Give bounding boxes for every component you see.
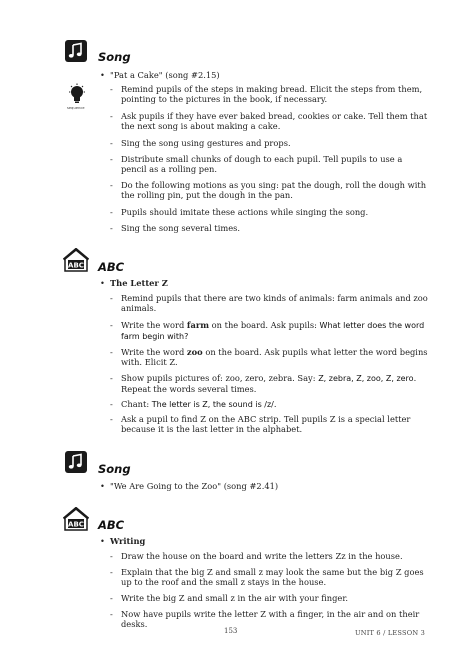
item-text: on the board. Ask pupils:: [209, 320, 320, 330]
list-item: - Pupils should imitate these actions while singing the song.: [110, 207, 369, 217]
bullet-dot: •: [100, 481, 105, 491]
section-title-abc: ABC: [98, 260, 125, 274]
item-text: .: [273, 399, 277, 409]
abc-bullet: [100, 278, 168, 289]
lightbulb-icon: [66, 83, 88, 105]
item-text: Ask a pupil to find Z on the ABC strip. Tell pupils Z is a special letter because it is the last letter in the alphabet.: [121, 414, 411, 435]
page-number: 153: [224, 627, 238, 635]
item-text: Show pupils pictures of: zoo, zero, zebra. Say:: [121, 373, 319, 383]
song-bullet: [100, 481, 279, 492]
item-text-hand: What letter does the word farm begin with?: [121, 321, 425, 342]
list-item: - Sing the song several times.: [110, 223, 241, 233]
item-text: Do the following motions as you sing: pat the dough, roll the dough with the rolling pin, put the dough in the pan.: [121, 180, 427, 201]
item-text: Write the big Z and small z in the air with your finger.: [121, 593, 349, 603]
section-title-abc: ABC: [98, 518, 125, 532]
list-item: - Write the word zoo on the board. Ask pupils what letter the word begins with. Elicit Z.: [110, 347, 428, 368]
item-text-hand: Z, zebra, Z, zoo, Z, zero: [318, 374, 414, 383]
svg-text:ABC: ABC: [68, 520, 84, 529]
item-text: Write the word: [121, 320, 187, 330]
item-text-hand: The letter is Z, the sound is /z/: [151, 400, 274, 409]
item-text: Remind pupils of the steps in making bread. Elicit the steps from them, pointing to the pictures in the book, if necessary.: [121, 84, 423, 105]
list-item: - Do the following motions as you sing: pat the dough, roll the dough with the rolling pin, put the dough in the pan.: [110, 180, 427, 201]
item-text: Now have pupils write the letter Z with a finger, in the air and on their desks.: [121, 609, 420, 630]
item-text: Chant:: [121, 399, 152, 409]
list-item: - Remind pupils that there are two kinds of animals: farm animals and zoo animals.: [110, 293, 428, 314]
topic-letter-z: The Letter Z: [110, 278, 168, 288]
sequence-caption: sequence: [67, 106, 85, 110]
abc-house-icon: [63, 507, 89, 531]
item-text: Sing the song using gestures and props.: [121, 138, 291, 148]
bullet-dot: •: [100, 536, 105, 546]
list-item: - Explain that the big Z and small z may look the same but the big Z goes up to the roof and the small z stays in the house.: [110, 567, 424, 588]
item-text-bold: zoo: [186, 347, 203, 357]
music-note-icon: [65, 451, 87, 473]
list-item: - Ask pupils if they have ever baked bread, cookies or cake. Tell them that the next song is about making a cake.: [110, 111, 428, 132]
item-text: Pupils should imitate these actions while singing the song.: [121, 207, 369, 217]
bullet-dot: •: [100, 278, 105, 288]
topic-writing: Writing: [110, 536, 146, 546]
section-title-song: Song: [98, 50, 131, 64]
unit-lesson-label: UNIT 6 / LESSON 3: [355, 629, 426, 637]
section-title-song: Song: [98, 462, 131, 476]
svg-text:ABC: ABC: [68, 261, 84, 270]
list-item: - Write the word farm on the board. Ask pupils: What letter does the word farm begin with?: [110, 320, 425, 342]
list-item: - Ask a pupil to find Z on the ABC strip. Tell pupils Z is a special letter because it is the last letter in the alphabet.: [110, 414, 411, 435]
list-item: - Now have pupils write the letter Z with a finger, in the air and on their desks.: [110, 609, 420, 630]
item-text: on the board. Ask pupils what letter the word begins with. Elicit Z.: [121, 347, 428, 368]
list-item: - Write the big Z and small z in the air with your finger.: [110, 593, 349, 603]
song-name: "Pat a Cake" (song #2.15): [110, 70, 220, 80]
item-text: Explain that the big Z and small z may look the same but the big Z goes up to the roof and the small z stays in the house.: [121, 567, 424, 588]
list-item: - Show pupils pictures of: zoo, zero, zebra. Say: Z, zebra, Z, zoo, Z, zero. Repeat the words several times.: [110, 373, 417, 395]
list-item: - Remind pupils of the steps in making bread. Elicit the steps from them, pointing to the pictures in the book, if necessary.: [110, 84, 423, 105]
item-text: Distribute small chunks of dough to each pupil. Tell pupils to use a pencil as a rolling pen.: [121, 154, 403, 175]
item-text: Remind pupils that there are two kinds of animals: farm animals and zoo animals.: [121, 293, 428, 314]
song-bullet: [100, 70, 220, 81]
item-text: Draw the house on the board and write the letters Zz in the house.: [121, 551, 403, 561]
abc-bullet: [100, 536, 146, 547]
item-text: Sing the song several times.: [121, 223, 241, 233]
song-name: "We Are Going to the Zoo" (song #2.41): [110, 481, 279, 491]
list-item: - Chant: The letter is Z, the sound is /z/.: [110, 399, 277, 409]
item-text: Write the word: [121, 347, 187, 357]
music-note-icon: [65, 40, 87, 62]
item-text: . Repeat the words several times.: [121, 373, 417, 395]
bullet-dot: •: [100, 70, 105, 80]
item-text-bold: farm: [186, 320, 210, 330]
item-text: Ask pupils if they have ever baked bread, cookies or cake. Tell them that the next song is about making a cake.: [121, 111, 428, 132]
list-item: - Sing the song using gestures and props.: [110, 138, 291, 148]
list-item: - Distribute small chunks of dough to each pupil. Tell pupils to use a pencil as a rolling pen.: [110, 154, 403, 175]
abc-house-icon: [63, 248, 89, 272]
list-item: - Draw the house on the board and write the letters Zz in the house.: [110, 551, 403, 561]
